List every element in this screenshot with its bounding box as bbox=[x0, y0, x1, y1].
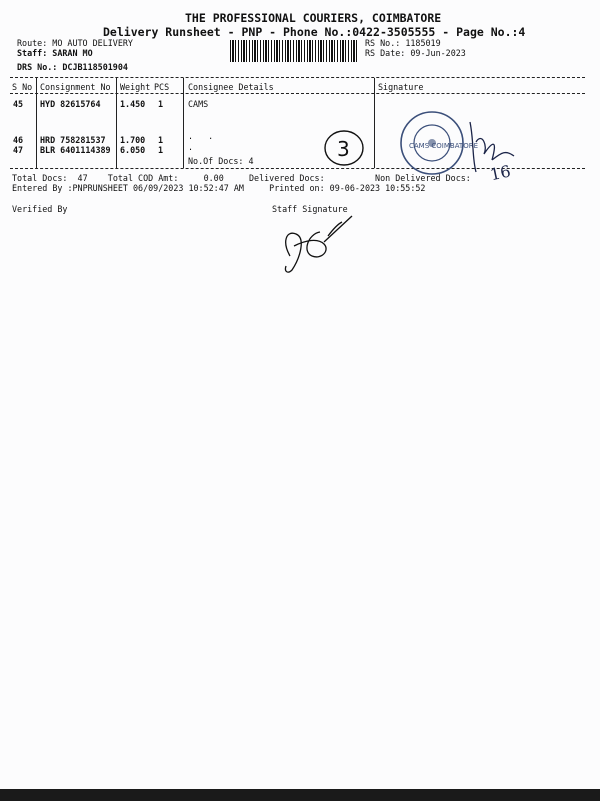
scan-edge bbox=[0, 789, 600, 801]
cell-sno: 45 bbox=[13, 99, 24, 109]
col-divider bbox=[36, 78, 37, 168]
route: Route: MO AUTO DELIVERY bbox=[17, 38, 133, 48]
table-top-rule bbox=[10, 77, 585, 78]
company-name: THE PROFESSIONAL COURIERS, COIMBATORE bbox=[185, 11, 442, 25]
cell-consignment: HRD 758281537 bbox=[40, 135, 106, 145]
cell-consignee: . bbox=[188, 142, 194, 152]
cell-weight: 1.700 bbox=[120, 135, 146, 145]
cell-consignee: CAMS bbox=[188, 99, 209, 109]
circled-number: 3 bbox=[337, 137, 350, 161]
col-divider bbox=[116, 78, 117, 168]
verified-by-label: Verified By bbox=[12, 204, 68, 214]
barcode bbox=[230, 40, 358, 62]
staff: Staff: SARAN MO bbox=[17, 48, 93, 58]
stamp-text: CAMS COIMBATORE bbox=[409, 142, 479, 150]
col-header-signature: Signature bbox=[378, 82, 424, 92]
cell-pcs: 1 bbox=[158, 135, 164, 145]
header-rule bbox=[10, 93, 585, 94]
col-header-consignment: Consignment No bbox=[40, 82, 111, 92]
cams-stamp bbox=[397, 108, 479, 178]
col-divider bbox=[374, 78, 375, 168]
runsheet-title: Delivery Runsheet - PNP - Phone No.:0422-3505555 - Page No.:4 bbox=[103, 25, 526, 39]
col-divider bbox=[183, 78, 184, 168]
cell-weight: 1.450 bbox=[120, 99, 146, 109]
handwritten-circle bbox=[322, 128, 366, 168]
cell-pcs: 1 bbox=[158, 99, 164, 109]
cell-sno: 46 bbox=[13, 135, 24, 145]
summary-totals: Total Docs: 47 Total COD Amt: 0.00 Delivered Docs: Non Delivered Docs: bbox=[12, 173, 471, 183]
staff-signature bbox=[272, 212, 362, 278]
col-header-sno: S No bbox=[12, 82, 33, 92]
summary-entered: Entered By :PNPRUNSHEET 06/09/2023 10:52:47 AM Printed on: 09-06-2023 10:55:52 bbox=[12, 183, 426, 193]
cell-consignee: . . bbox=[188, 131, 214, 141]
staff-signature-label: Staff Signature bbox=[272, 204, 348, 214]
handwritten-count: 16 bbox=[488, 161, 513, 185]
cell-sno: 47 bbox=[13, 145, 24, 155]
cell-pcs: 1 bbox=[158, 145, 164, 155]
col-header-weight: Weight bbox=[120, 82, 151, 92]
cell-consignment: HYD 82615764 bbox=[40, 99, 101, 109]
col-header-pcs: PCS bbox=[154, 82, 170, 92]
receiver-signature bbox=[462, 112, 522, 185]
col-header-consignee: Consignee Details bbox=[188, 82, 274, 92]
rs-date: RS Date: 09-Jun-2023 bbox=[365, 48, 466, 58]
num-docs: No.Of Docs: 4 bbox=[188, 156, 254, 166]
drs-number: DRS No.: DCJB118501904 bbox=[17, 62, 128, 72]
cell-consignment: BLR 6401114389 bbox=[40, 145, 111, 155]
rs-number: RS No.: 1185019 bbox=[365, 38, 441, 48]
cell-weight: 6.050 bbox=[120, 145, 146, 155]
